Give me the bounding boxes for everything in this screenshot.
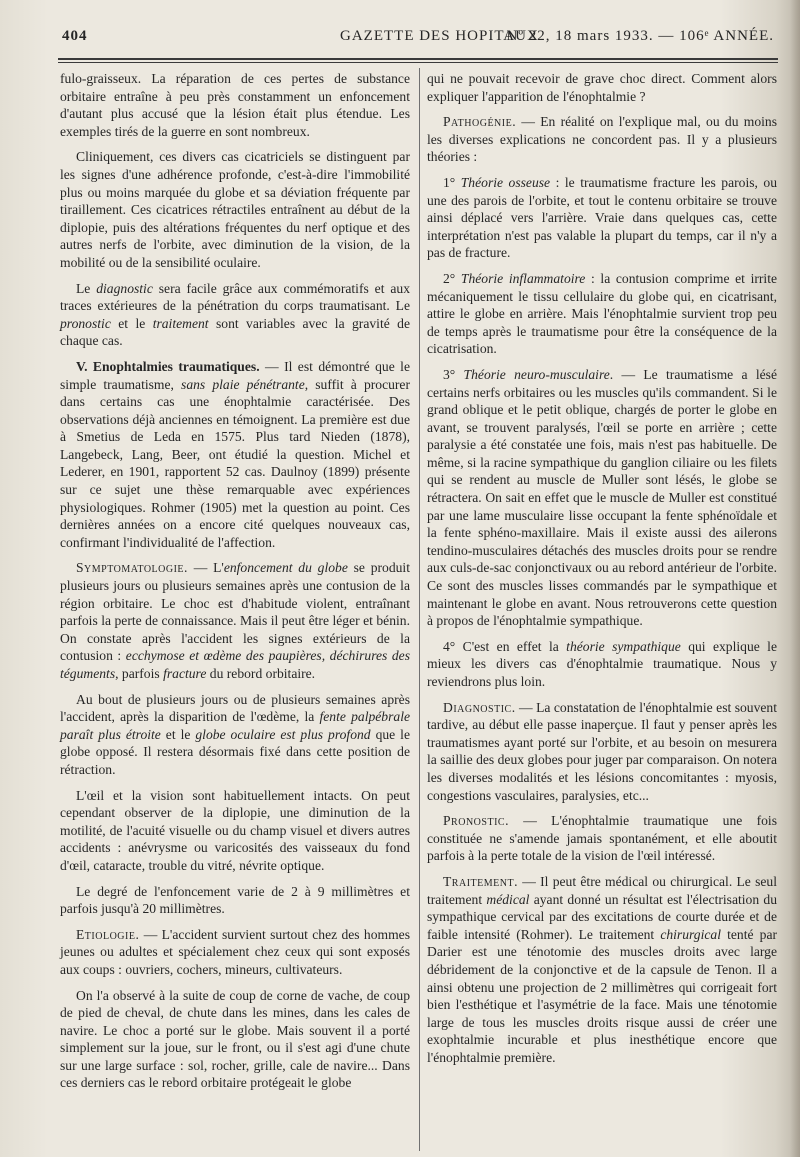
section-heading: V. Enophtalmies traumatiques. (76, 358, 260, 374)
section-v-paragraph: V. Enophtalmies traumatiques. — Il est démontré que le simple traumatisme, sans plaie pénétrante, suffit à procurer dans certains cas une énophtalmie caractérisée. Des observations déjà anciennes en témoignent. La première est due à Smetius de Leda en 1575. Plus tard Nieden (1878), Langebeck, Lang, Beer, ont étudié la question. Michel et Lederer, en 1901, rapportent 52 cas. Daulnoy (1899) présente sur ce sujet une thèse remarquable avec expériences physiologiques. Rohmer (1905) met la question au point. Ces dernières années on a encore cité quelques nouveaux cas, confirmant l'individualité de l'affection. (60, 358, 410, 550)
subsection-heading: Pathogénie. (443, 114, 517, 130)
paragraph: Au bout de plusieurs jours ou de plusieurs semaines après l'accident, après la disparition de l'œdème, la fente palpébrale paraît plus étroite et le globe oculaire est plus profond que le globe opposé. Il restera désormais fixé dans cette position de rétraction. (60, 691, 410, 777)
paragraph: fulo-graisseux. La réparation de ces pertes de substance orbitaire entraîne à peu près constamment un enfoncement d'autant plus accusé que la lésion était plus étendue. Les exemples tirés de la guerre en sont nombreux. (60, 71, 410, 139)
header-rule-thin (58, 62, 778, 63)
paragraph: 3° Théorie neuro-musculaire. — Le traumatisme a lésé certains nerfs orbitaires ou les muscles qu'ils commandent. Si le grand oblique et le petit oblique, chargés de porter le globe en avant, se trouvent paralysés, l'œil se porte en arrière ; cette paralysie a été constatée une fois, mais n'est pas habituelle. De même, si la racine sympathique du ganglion ciliaire ou les filets qui se rendent au muscle de Muller sont lésés, le globe se rétractera. On sait en effet que le muscle de Muller est constitué par une lame musculaire lisse occupant la fente sphénoïdale et la fente sphéno-maxillaire. Mais il existe aussi des ailerons tendino-musculaires détachés des muscles droits pour se rendre aux culs-de-sac conjonctivaux ou au rebord antérieur de l'orbite. Ce sont des muscles lisses commandés par le sympathique et maintenant le globe en avant. Nous retrouverons cette question à propos de l'énophtalmie sympathique. (427, 366, 777, 629)
paragraph: Cliniquement, ces divers cas cicatriciels se distinguent par les signes d'une adhérence profonde, c'est-à-dire l'immobilité plus ou moins marquée du globe et sa déviation fréquente par tiraillement. Ces cicatrices rétractiles entraînent au début de la diplopie, puis des altérations fréquentes du nerf optique et des autres nerfs de l'orbite, avec diminution de la vision, de la mobilité ou de la sensibilité oculaire. (60, 149, 410, 270)
subsection-heading: Diagnostic. (443, 699, 516, 715)
paragraph: Diagnostic. — La constatation de l'énophtalmie est souvent tardive, au début elle passe inaperçue. Il faut y penser après les traumatismes ayant porté sur l'orbite, et au besoin on mesurera la saillie des deux globes pour juger par comparaison. On notera les diverses modalités et les lésions concomitantes : myosis, congestions vasculaires, paralysies, etc... (427, 699, 777, 803)
page-number: 404 (62, 28, 88, 44)
paragraph: Pathogénie. — En réalité on l'explique mal, ou du moins les diverses explications ne concordent pas. Il y a plusieurs théories : (427, 114, 777, 165)
subsection-heading: Etiologie. (76, 926, 140, 942)
right-column (427, 70, 777, 1074)
paragraph: L'œil et la vision sont habituellement intacts. On peut cependant observer de la diplopie, une diminution de la motilité, de l'acuité visuelle ou du champ visuel et divers autres accidents : anévrysme ou varicosités des vaisseaux du fond d'œil, cataracte, trouble du vitré, névrite optique. (60, 787, 410, 873)
issue-info: Nº 22, 18 mars 1933. — 106ᵉ ANNÉE. (506, 28, 774, 44)
header-rule (58, 58, 778, 60)
journal-title: GAZETTE DES HOPITAUX (340, 28, 539, 44)
paragraph: 1° Théorie osseuse : le traumatisme fracture les parois, ou une des parois de l'orbite, et tout le contenu orbitaire se trouve ainsi déplacé vers l'arrière. Vraie dans quelques cas, cette interprétation n'est pas valable la plupart du temps, car il n'y a pas de fracture. (427, 174, 778, 261)
paragraph: Symptomatologie. — L'enfoncement du globe se produit plusieurs jours ou plusieurs semaines après une contusion de la région orbitaire. Le choc est d'habitude violent, entraînant parfois la perte de connaissance. Mais il peut être léger et bénin. On constate après l'accident les signes extérieurs de la contusion : ecchymose et œdème des paupières, déchirures des téguments, parfois fracture du rebord orbitaire. (60, 560, 410, 681)
paragraph: Traitement. — Il peut être médical ou chirurgical. Le seul traitement médical ayant donné un résultat est l'électrisation du sympathique cervical par des excitations de courte durée et de faible intensité (Rohmer). Le traitement chirurgical tenté par Darier est une ténotomie des muscles droits avec large débridement de la conjonctive et de la capsule de Tenon. Il a ainsi obtenu une projection de 2 millimètres qui corrigeait fort bien l'esthétique et l'asymétrie de la face. Mais une ténotomie large de tous les muscles droits risque aussi de créer une exophtalmie incurable et plus inesthétique encore que l'énophtalmie première. (427, 873, 778, 1065)
paragraph: Pronostic. — L'énophtalmie traumatique une fois constituée ne s'amende jamais spontanément, et elle aboutit parfois à la perte totale de la vision de l'œil intéressé. (427, 813, 777, 864)
binding-shadow (790, 0, 800, 1157)
paragraph: Etiologie. — L'accident survient surtout chez des hommes jeunes ou adultes et spécialement chez ceux qui sont exposés aux coups : ouvriers, cochers, mineurs, cultivateurs. (60, 926, 410, 977)
paragraph: Le diagnostic sera facile grâce aux commémoratifs et aux traces extérieures de la pénétration du corps traumatisant. Le pronostic et le traitement sont variables avec la gravité de chaque cas. (60, 280, 410, 349)
subsection-heading: Traitement. (443, 873, 518, 889)
subsection-heading: Pronostic. (443, 813, 509, 829)
paragraph: 4° C'est en effet la théorie sympathique qui explique le mieux les divers cas d'énophtalmie traumatique. Nous y reviendrons plus loin. (427, 638, 777, 689)
subsection-heading: Symptomatologie. (76, 560, 188, 576)
paragraph: 2° Théorie inflammatoire : la contusion comprime et irrite mécaniquement le tissu cellulaire du globe qui, en cicatrisant, attire le globe en arrière. Mais l'énophtalmie survient trop peu de temps après le traumatisme pour être la conséquence de la cicatrisation. (427, 270, 778, 357)
page-header (58, 24, 778, 54)
paragraph: qui ne pouvait recevoir de grave choc direct. Comment alors expliquer l'apparition de l'énophtalmie ? (427, 71, 777, 104)
paragraph: Le degré de l'enfoncement varie de 2 à 9 millimètres et parfois jusqu'à 20 millimètres. (60, 883, 410, 917)
column-divider (419, 68, 420, 1151)
paragraph: On l'a observé à la suite de coup de corne de vache, de coup de pied de cheval, de chute dans les mines, dans les cales de navire. Le choc a porté sur le globe. Mais souvent il a porté simplement sur la joue, sur le front, ou il s'est agi d'une chute sur une large surface : sol, rocher, grille, cale de navire... Dans ces derniers cas le rebord orbitaire protégeait le globe (60, 987, 410, 1091)
left-column (60, 70, 410, 1100)
